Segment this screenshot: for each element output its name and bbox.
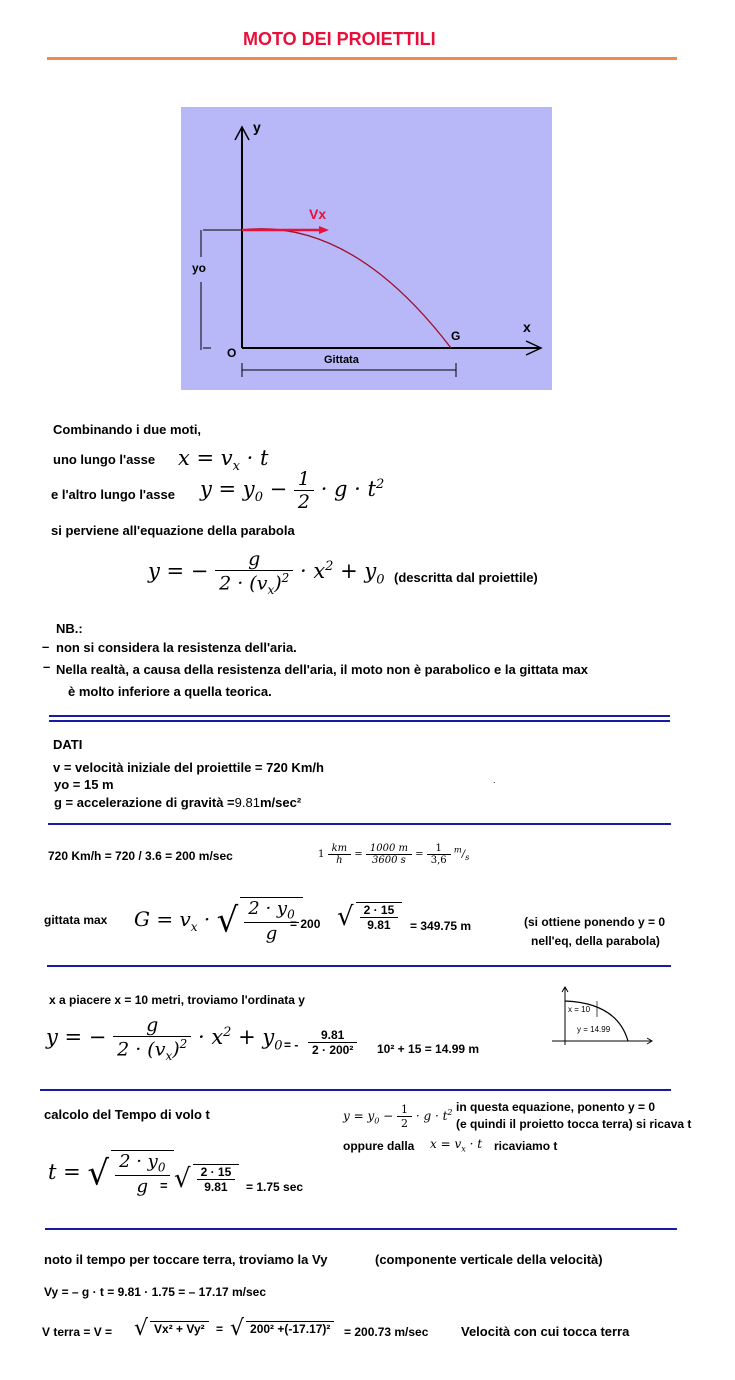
tempo-den: 9.81 bbox=[204, 1180, 228, 1194]
gittata-note1: (si ottiene ponendo y = 0 bbox=[524, 915, 666, 929]
divider-3 bbox=[47, 965, 671, 967]
conversion-text: 720 Km/h = 720 / 3.6 = 200 m/sec bbox=[48, 849, 233, 863]
ordinata-fraction bbox=[308, 1028, 357, 1057]
vterra-sqrt1: √ Vx² + Vy² bbox=[134, 1316, 209, 1341]
mini-diagram bbox=[552, 985, 662, 1055]
vterra-eq2: = bbox=[216, 1322, 224, 1336]
intro-line1: Combinando i due moti, bbox=[53, 422, 202, 437]
projectile-diagram bbox=[181, 107, 552, 390]
origin-label: O bbox=[227, 346, 237, 360]
eq-tempo-x: $x = v_x \cdot t$ bbox=[430, 1137, 483, 1154]
vterra-rad1: Vx² + Vy² bbox=[150, 1321, 209, 1336]
dati-gravity-value: 9.81 bbox=[234, 795, 260, 810]
mini-x-label: x = 10 bbox=[568, 1005, 591, 1014]
gittata-den: 9.81 bbox=[367, 918, 391, 932]
mini-diagram-svg bbox=[552, 985, 662, 1055]
vterra-rad2: 200² +(-17.17)² bbox=[246, 1321, 334, 1336]
g-point-label: G bbox=[451, 329, 461, 343]
tempo-note2: (e quindi il proietto tocca terra) si ricava t bbox=[456, 1117, 692, 1131]
ordinata-rest: 10² + 15 = 14.99 m bbox=[377, 1042, 480, 1056]
tempo-result: = 1.75 sec bbox=[246, 1180, 304, 1194]
vterra-sqrt2: √ 200² +(-17.17)² bbox=[230, 1316, 334, 1341]
dati-velocity: v = velocità iniziale del proiettile = 720 Km/h bbox=[53, 760, 324, 775]
ordinata-den: 2 · 200² bbox=[312, 1043, 354, 1057]
divider-double-2 bbox=[49, 720, 670, 722]
vy-intro: noto il tempo per toccare terra, troviamo la Vy bbox=[44, 1252, 328, 1267]
nb-item2a: Nella realtà, a causa della resistenza dell'aria, il moto non è parabolico e la gittata max bbox=[56, 662, 588, 677]
dati-gravity-unit: m/sec² bbox=[259, 795, 302, 810]
parabola-note: (descritta dal proiettile) bbox=[394, 570, 538, 585]
ordinata-text: x a piacere x = 10 metri, troviamo l'ordinata y bbox=[49, 993, 305, 1007]
stray-dot: . bbox=[493, 775, 496, 785]
gittata-note2: nell'eq, della parabola) bbox=[531, 934, 660, 948]
intro-line2: uno lungo l'asse bbox=[53, 452, 156, 467]
nb-item1: non si considera la resistenza dell'aria. bbox=[56, 640, 297, 655]
tempo-oppure: oppure dalla bbox=[343, 1139, 415, 1153]
page-title: MOTO DEI PROIETTILI bbox=[243, 29, 436, 49]
dati-label: DATI bbox=[53, 737, 83, 752]
x-axis-label: x bbox=[523, 319, 531, 335]
yo-label: yo bbox=[192, 261, 207, 275]
nb-dash1: – bbox=[42, 639, 50, 654]
vx-label: Vx bbox=[309, 206, 327, 222]
divider-2 bbox=[48, 823, 671, 825]
mini-y-label: y = 14.99 bbox=[577, 1025, 611, 1034]
nb-label: NB.: bbox=[56, 621, 83, 636]
tempo-sqrt: √ $\frac{2 \cdot 15}{9.81}$ bbox=[174, 1164, 239, 1194]
ordinata-num: 9.81 bbox=[308, 1028, 357, 1043]
vterra-final: Velocità con cui tocca terra bbox=[461, 1324, 630, 1339]
vterra-label: V terra = V = bbox=[42, 1325, 113, 1339]
dati-gravity-prefix: g = accelerazione di gravità = bbox=[54, 795, 235, 810]
vy-equation: Vy = – g · t = 9.81 · 1.75 = – 17.17 m/sec bbox=[44, 1285, 267, 1299]
ordinata-minus: = - bbox=[284, 1038, 299, 1052]
gittata-eq200: = 200 bbox=[290, 917, 321, 931]
eq-tempo-source: $y = y_0$ − $\frac{1}{2}$ · $g \cdot t^2$ bbox=[343, 1103, 453, 1130]
eq-tempo-formula: t = √ $\frac{2 \cdot y_0}{g}$ bbox=[48, 1150, 174, 1197]
eq-y-motion: $y = y_0$ − $\frac{1}{2}$ · $g \cdot t^2$ bbox=[200, 468, 385, 513]
dati-gravity bbox=[54, 795, 301, 810]
eq-gittata-formula: $G = v_x$ · √ $\frac{2 \cdot y_0}{g}$ bbox=[134, 897, 303, 944]
tempo-num: 2 · 15 bbox=[197, 1165, 236, 1180]
tempo-ricaviamo: ricaviamo t bbox=[494, 1139, 558, 1153]
eq-x-motion: $x = v_x \cdot t$ bbox=[178, 446, 269, 475]
diagram-svg bbox=[181, 107, 552, 390]
dati-yo: yo = 15 m bbox=[54, 777, 114, 792]
vy-intro2: (componente verticale della velocità) bbox=[375, 1252, 603, 1267]
gittata-sqrt: √ $\frac{2 \cdot 15}{9.81}$ bbox=[337, 902, 402, 932]
nb-dash2: – bbox=[43, 659, 51, 674]
y-axis-label: y bbox=[253, 119, 261, 135]
gittata-label: Gittata bbox=[324, 354, 359, 366]
gittata-label: gittata max bbox=[44, 913, 108, 927]
divider-double-1 bbox=[49, 715, 670, 717]
divider-4 bbox=[40, 1089, 671, 1091]
gittata-num: 2 · 15 bbox=[360, 903, 399, 918]
tempo-label: calcolo del Tempo di volo t bbox=[44, 1107, 210, 1122]
nb-item2b: è molto inferiore a quella teorica. bbox=[68, 684, 272, 699]
conversion-formula: 1 $\frac{km}{h}$ = $\frac{1000 m}{3600 s}$ = $\frac{1}{3,6}$ $^m/_s$ bbox=[318, 843, 470, 866]
divider-5 bbox=[45, 1228, 677, 1230]
gittata-result: = 349.75 m bbox=[410, 919, 472, 933]
title-underline bbox=[47, 57, 677, 60]
eq-parabola: y = − $\frac{g}{2 \cdot (v_x)^2}$ · $x^2 + y_0$ bbox=[148, 548, 385, 598]
intro-line4: si perviene all'equazione della parabola bbox=[51, 523, 295, 538]
tempo-eq: = bbox=[160, 1178, 168, 1193]
tempo-note1: in questa equazione, ponento y = 0 bbox=[456, 1100, 656, 1114]
vterra-result: = 200.73 m/sec bbox=[344, 1325, 429, 1339]
eq-ordinata-formula: y = − $\frac{g}{2 \cdot (v_x)^2}$ · $x^2 + y_0$ bbox=[46, 1014, 283, 1064]
intro-line3: e l'altro lungo l'asse bbox=[51, 487, 175, 502]
